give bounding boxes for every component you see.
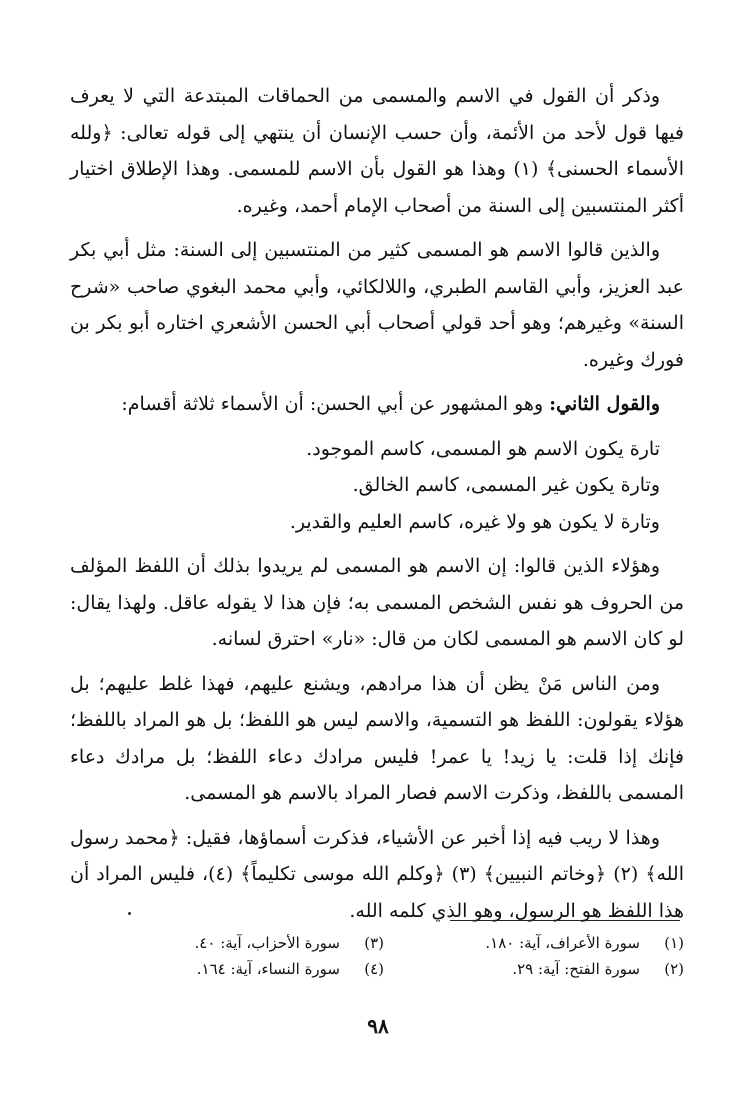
list-item: وتارة يكون غير المسمى، كاسم الخالق.: [352, 474, 660, 496]
paragraph-3-heading: والقول الثاني:: [549, 393, 660, 415]
paragraph-1: وذكر أن القول في الاسم والمسمى من الحماقات المبتدعة التي لا يعرف فيها قول لأحد من الأئمة، وأن حسب الإنسان أن ينتهي إلى قوله تعالى: ﴿ولله الأسماء الحسنى﴾ (١) وهذا هو القول بأن الاسم للمسمى. وهذا الإطلاق اختيار أكثر المنتسبين إلى السنة من أصحاب الإمام أحمد، وغيره.: [70, 85, 685, 217]
paragraph-2: والذين قالوا الاسم هو المسمى كثير من المنتسبين إلى السنة: مثل أبي بكر عبد العزيز، وأبي القاسم الطبري، واللالكائي، وأبي محمد البغوي صاحب «شرح السنة» وغيرهم؛ وهو أحد قولي أصحاب أبي الحسن الأشعري اختاره أبو بكر بن فورك وغيره.: [70, 239, 685, 371]
footnotes-column-left: [124, 930, 384, 982]
paragraph-3-text: وهو المشهور عن أبي الحسن: أن الأسماء ثلاثة أقسام:: [121, 393, 550, 415]
paragraph-5: ومن الناس مَنْ يظن أن هذا مرادهم، ويشنع عليهم، فهذا غلط عليهم؛ بل هؤلاء يقولون: اللفظ هو التسمية، والاسم ليس هو اللفظ؛ بل هو المراد باللفظ؛ فإنك إذا قلت: يا زيد! يا عمر! فليس مرادك دعاء اللفظ؛ بل مرادك دعاء المسمى باللفظ، وذكرت الاسم فصار المراد بالاسم هو المسمى.: [70, 672, 684, 804]
list-item: تارة يكون الاسم هو المسمى، كاسم الموجود.: [306, 437, 660, 460]
footnote-1: [424, 930, 684, 956]
categories-list: [70, 431, 684, 541]
footnote-text: سورة الفتح: آية: ٢٩.: [512, 960, 640, 978]
footnote-text: سورة الأحزاب، آية: ٤٠.: [194, 934, 340, 952]
footnote-number: (٣): [364, 934, 384, 952]
paragraph-3: [70, 386, 684, 423]
footnote-separator: [450, 920, 680, 921]
footnote-3: [124, 930, 384, 956]
paragraph-6: وهذا لا ريب فيه إذا أخبر عن الأشياء، فذكرت أسماؤها، فقيل: ﴿محمد رسول الله﴾ (٢) ﴿وخاتم النبيين﴾ (٣) ﴿وكلم الله موسى تكليماً﴾ (٤)، فليس المراد أن هذا اللفظ هو الرسول، وهو الذي كلمه الله.: [70, 826, 684, 922]
footnote-number: (٢): [664, 960, 684, 978]
footnote-number: (١): [664, 934, 684, 952]
footnote-number: (٤): [364, 960, 384, 978]
stray-dot: [128, 912, 131, 915]
footnote-text: سورة الأعراف، آية: ١٨٠.: [485, 934, 640, 952]
list-item: وتارة لا يكون هو ولا غيره، كاسم العليم والقدير.: [289, 510, 660, 533]
footnote-2: [424, 956, 684, 982]
page-body: [70, 78, 684, 937]
footnote-4: [124, 956, 384, 982]
footnote-text: سورة النساء، آية: ١٦٤.: [196, 960, 340, 978]
footnotes-column-right: [424, 930, 684, 982]
page-number: ٩٨: [367, 1014, 389, 1038]
paragraph-4: وهؤلاء الذين قالوا: إن الاسم هو المسمى لم يريدوا بذلك أن اللفظ المؤلف من الحروف هو نفس الشخص المسمى به؛ فإن هذا لا يقوله عاقل. ولهذا يقال: لو كان الاسم هو المسمى لكان من قال: «نار» احترق لسانه.: [70, 555, 684, 650]
